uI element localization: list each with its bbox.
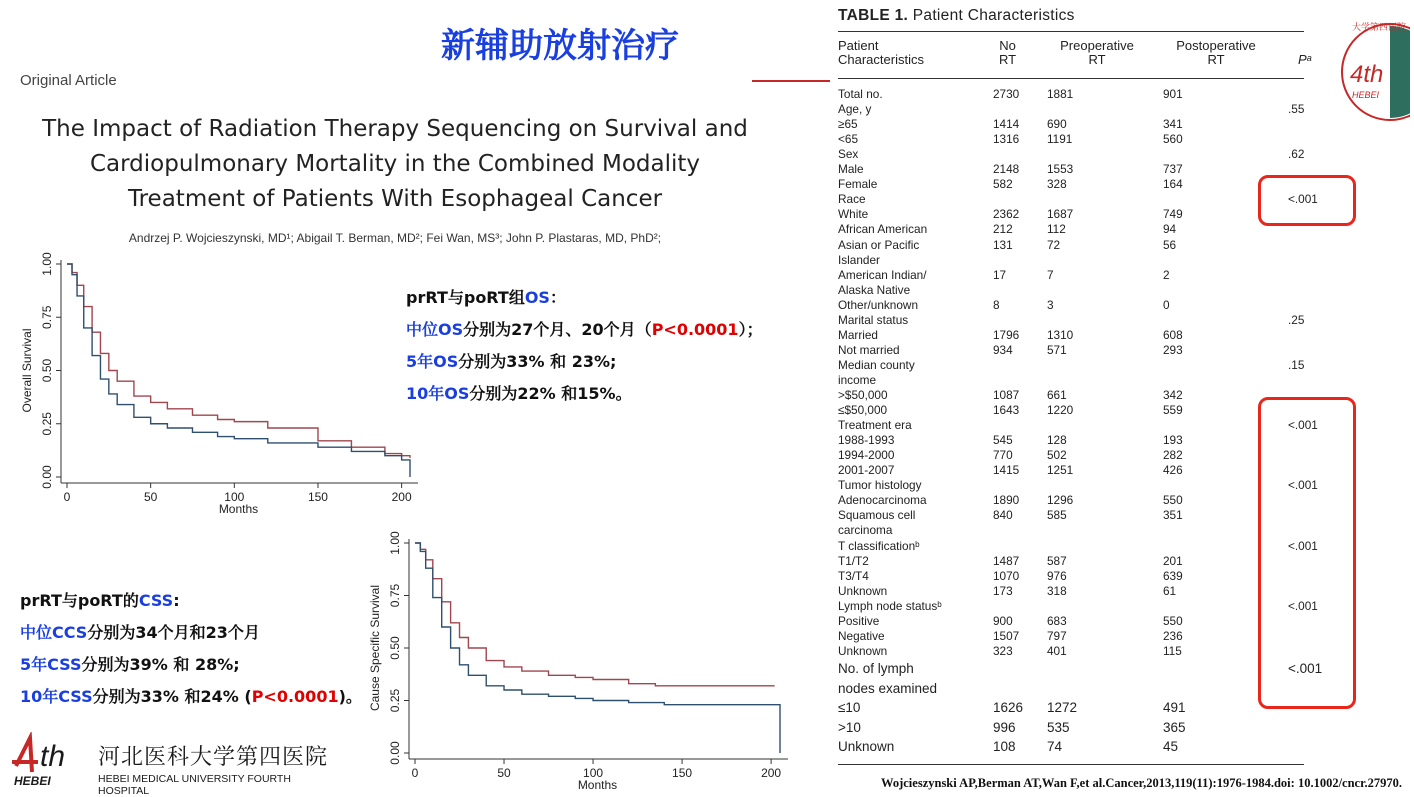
table-row [838,448,1303,463]
y-tick-label: 0.75 [40,305,54,329]
highlight-box [1258,175,1356,226]
table-cell: 323 [993,643,1013,658]
table-cell: 8 [993,297,1000,312]
table-cell: 550 [1163,493,1183,508]
table-cell: Married [838,327,878,342]
table-row [838,253,1303,268]
table-cell: 587 [1047,553,1067,568]
y-tick-label: 0.50 [388,636,402,660]
table-row [838,132,1303,147]
table-cell: 1643 [993,403,1020,418]
y-tick-label: 1.00 [388,531,402,555]
table-row [838,463,1303,478]
table-row [838,358,1303,373]
km-curve-prRT [67,264,410,458]
table-row [838,102,1303,117]
table-cell: Unknown [838,739,895,754]
svg-text:th: th [40,740,66,773]
article-type-label: Original Article [20,72,117,89]
table-cell: 2001-2007 [838,463,895,478]
os-note-line: prRT与poRT组OS： [406,288,566,307]
table-cell: 74 [1047,739,1063,754]
table-cell: .55 [1288,102,1305,117]
table-cell: 535 [1047,720,1070,735]
table-row [838,177,1303,192]
table-row [838,268,1303,283]
table-row [838,493,1303,508]
os-note-line: 中位OS分别为27个月、20个月（P<0.0001）； [406,320,763,339]
table-cell: 661 [1047,388,1067,402]
slide-title: 新辅助放射治疗 [441,26,679,66]
table-cell: 1415 [993,463,1020,478]
os-notes [406,282,763,410]
table-cell: 1272 [1047,700,1078,715]
table-rule [838,764,1304,765]
table-cell: 582 [993,177,1013,192]
table-row [838,523,1303,538]
table-cell: Positive [838,613,880,628]
table-cell: 737 [1163,162,1183,177]
table-cell: >10 [838,720,861,735]
header-p-value: Pᵃ [1298,52,1312,67]
table-cell: 342 [1163,388,1183,402]
x-tick-label: 0 [411,766,419,780]
table-cell: 212 [993,222,1013,237]
table-cell: 17 [993,267,1007,282]
table-cell: No. of lymph [838,661,914,676]
table-cell: ≤10 [838,700,861,715]
y-tick-label: 0.75 [388,583,402,608]
table-cell: 585 [1047,508,1067,523]
table-cell: 7 [1047,267,1054,282]
hospital-badge-logo [1340,12,1410,122]
table-cell: Lymph node statusᵇ [838,598,942,613]
table-row [838,373,1303,388]
table-cell: <.001 [1288,192,1318,207]
hospital-logo [8,732,329,797]
table-row [838,403,1303,418]
table-cell: 683 [1047,613,1067,628]
x-tick-label: 200 [391,490,412,504]
table-cell: <.001 [1288,598,1318,613]
badge-text: 大学第四医院 [1352,22,1407,32]
table-cell: Age, y [838,102,872,117]
table-cell: >$50,000 [838,388,888,402]
table-cell: 770 [993,448,1013,463]
logo-name-en: HEBEI MEDICAL UNIVERSITY FOURTH HOSPITAL [98,773,291,797]
y-tick-label: 0.00 [388,741,402,765]
table-cell: 502 [1047,448,1067,463]
table-cell: ≥65 [838,117,858,132]
table-cell: 1191 [1047,132,1073,147]
badge-mark: 4th [1350,61,1384,88]
table-cell: .15 [1288,357,1305,372]
paper-title-line: The Impact of Radiation Therapy Sequencing on Survival and [42,116,748,142]
table-cell: 108 [993,739,1016,754]
table-cell: 1890 [993,493,1020,508]
citation: Wojcieszynski AP,Berman AT,Wan F,et al.Cancer,2013,119(11):1976-1984.doi: 10.1002/cncr.27970. [881,776,1402,790]
table-row [838,117,1303,132]
table-cell: income [838,372,877,387]
table-cell: 1487 [993,553,1020,568]
paper-title-line: Cardiopulmonary Mortality in the Combined Modality [89,151,701,177]
table-cell: 1310 [1047,327,1074,342]
table-cell: 164 [1163,177,1183,192]
hospital-logo-mark-icon [8,732,98,788]
x-tick-label: 100 [583,766,604,780]
patient-characteristics-table [836,0,1323,770]
css-note-line: 10年CSS分别为33% 和24% (P<0.0001)。 [20,687,362,706]
table-cell: 690 [1047,117,1067,132]
table-cell: Female [838,177,878,192]
table-row [838,739,1303,754]
table-cell: 115 [1163,643,1182,658]
table-cell: T3/T4 [838,568,869,583]
table-cell: Tumor histology [838,478,922,493]
table-cell: Other/unknown [838,297,919,312]
table-cell: 2730 [993,87,1020,101]
table-cell: 128 [1047,433,1067,448]
table-row [838,283,1303,298]
table-cell: 94 [1163,222,1177,237]
table-row [838,388,1303,403]
css-note-line: 5年CSS分别为39% 和 28%; [20,655,240,674]
badge-hebei: HEBEI [1352,90,1380,100]
os-note-line: 5年OS分别为33% 和 23%; [406,352,617,371]
x-tick-label: 50 [497,766,511,780]
table-row [838,569,1303,584]
table-cell: 61 [1163,583,1177,598]
table-row [838,598,1318,614]
table-rule [838,78,1304,79]
table-cell: 1881 [1047,87,1074,101]
css-note-line: prRT与poRT的CSS: [20,591,180,610]
table-row [838,584,1303,599]
paper-title [20,112,770,217]
table-cell: 282 [1163,448,1183,463]
table-cell: Marital status [838,312,909,327]
table-cell: 1251 [1047,463,1074,478]
x-tick-label: 100 [224,490,245,504]
table-row [838,343,1303,358]
header-preoperative-rt: Preoperative RT [1060,38,1134,67]
table-cell: Squamous cell [838,508,916,523]
table-cell: 293 [1163,342,1183,357]
table-cell: 639 [1163,568,1183,583]
css-notes [20,585,362,713]
table-cell: 193 [1163,433,1183,448]
table-cell: 1296 [1047,493,1074,508]
table-cell: 56 [1163,237,1177,252]
x-tick-label: 150 [307,490,328,504]
table-cell: <65 [838,132,859,147]
table-cell: 112 [1047,222,1066,237]
table-cell: 1414 [993,117,1020,132]
table-cell: 1507 [993,628,1020,643]
table-row [838,207,1303,222]
table-row [838,433,1303,448]
table-cell: <.001 [1288,661,1323,676]
table-cell: carcinoma [838,523,893,538]
table-cell: nodes examined [838,681,938,696]
y-axis-label: Cause Specific Survival [368,584,382,712]
table-cell: 1553 [1047,162,1074,177]
os-note-line: 10年OS分别为22% 和15%。 [406,384,632,403]
table-cell: 976 [1047,568,1067,583]
table-cell: <.001 [1288,418,1318,433]
logo-hebei: HEBEI [14,774,51,788]
table-cell: 131 [993,237,1013,252]
table-title: TABLE 1. Patient Characteristics [838,7,1075,24]
table-cell: 1626 [993,700,1024,715]
table-cell: Unknown [838,583,888,598]
table-row [838,328,1303,343]
table-cell: 1994-2000 [838,448,895,463]
table-cell: 341 [1163,117,1183,132]
table-cell: 45 [1163,739,1179,754]
table-cell: 401 [1047,643,1067,658]
os-km-plot [10,250,420,525]
table-cell: 236 [1163,628,1183,643]
table-cell: T classificationᵇ [838,538,920,553]
y-tick-label: 0.25 [40,412,54,436]
css-km-plot [355,528,795,796]
table-cell: Not married [838,342,900,357]
y-axis-label: Overall Survival [20,328,34,413]
table-cell: 365 [1163,720,1186,735]
table-row [838,614,1303,629]
x-tick-label: 150 [672,766,693,780]
x-tick-label: 200 [761,766,782,780]
table-cell: 3 [1047,297,1054,312]
table-cell: African American [838,222,928,237]
table-row [838,192,1318,207]
table-row [838,313,1303,328]
table-cell: <.001 [1288,478,1318,493]
table-cell: 1070 [993,568,1020,583]
header-no-rt: No RT [999,38,1017,67]
table-row [838,298,1303,313]
table-row [838,700,1303,715]
table-cell: Unknown [838,643,888,658]
table-cell: 491 [1163,700,1186,715]
table-cell: .25 [1288,312,1305,327]
table-cell: 328 [1047,177,1067,192]
table-cell: Treatment era [838,418,912,433]
table-cell: 749 [1163,207,1183,222]
table-cell: 559 [1163,403,1183,418]
table-cell: 900 [993,613,1013,628]
table-cell: 0 [1163,297,1170,312]
table-cell: 1988-1993 [838,433,895,448]
table-cell: Islander [838,252,880,267]
table-cell: 2 [1163,267,1170,282]
table-cell: 351 [1163,508,1183,523]
table-cell: T1/T2 [838,553,869,568]
table-row [838,508,1303,523]
x-tick-label: 0 [63,490,71,504]
x-axis-label: Months [577,778,618,792]
table-row [838,147,1303,162]
table-row [838,162,1303,177]
km-curve-poRT [67,264,410,477]
table-cell: 318 [1047,583,1067,598]
table-cell: Median county [838,357,915,372]
table-cell: 545 [993,433,1013,448]
table-row [838,681,1303,696]
table-cell: White [838,207,869,222]
y-tick-label: 1.00 [40,252,54,276]
table-rule [838,31,1304,32]
table-cell: 2148 [993,162,1020,177]
table-cell: 1796 [993,327,1020,342]
table-cell: American Indian/ [838,267,927,282]
table-cell: Race [838,192,866,207]
table-cell: 550 [1163,613,1183,628]
paper-authors: Andrzej P. Wojcieszynski, MD¹; Abigail T. Berman, MD²; Fei Wan, MS³; John P. Plastaras, MD, PhD²; [128,231,662,245]
table-row [838,418,1318,433]
table-cell: 571 [1047,342,1067,357]
css-note-line: 中位CCS分别为34个月和23个月 [20,623,260,642]
header-patient-characteristics: Patient Characteristics [838,38,924,67]
table-cell: 173 [993,583,1013,598]
paper-title-line: Treatment of Patients With Esophageal Cancer [127,186,663,212]
highlight-box [1258,397,1356,709]
table-cell: 996 [993,720,1016,735]
y-tick-label: 0.00 [40,465,54,489]
logo-name-cn: 河北医科大学第四医院 [98,745,329,770]
x-axis-label: Months [218,502,259,516]
table-cell: 426 [1163,463,1183,478]
table-row [838,661,1323,676]
table-cell: 901 [1163,87,1183,101]
table-cell: Alaska Native [838,282,911,297]
table-cell: 840 [993,508,1013,523]
table-row [838,87,1303,102]
table-cell: Negative [838,628,885,643]
table-cell: 1316 [993,132,1020,147]
divider-line [752,80,830,82]
table-cell: 201 [1163,553,1183,568]
table-row [838,644,1303,659]
table-row [838,629,1303,644]
table-cell: 1687 [1047,207,1074,222]
table-row [838,538,1318,554]
table-cell: Total no. [838,87,883,101]
table-cell: <.001 [1288,538,1318,553]
table-cell: 72 [1047,237,1061,252]
y-tick-label: 0.50 [40,358,54,383]
table-row [838,720,1303,735]
table-cell: Male [838,162,864,177]
table-cell: 1220 [1047,403,1074,418]
table-cell: Sex [838,147,859,162]
x-tick-label: 50 [143,490,158,504]
table-cell: 560 [1163,132,1183,147]
table-cell: .62 [1288,147,1305,162]
table-cell: ≤$50,000 [838,403,888,418]
table-cell: Adenocarcinoma [838,493,927,508]
table-cell: 2362 [993,207,1020,222]
y-tick-label: 0.25 [388,688,402,713]
table-cell: 1087 [993,388,1020,402]
table-row [838,238,1303,253]
header-postoperative-rt: Postoperative RT [1176,38,1256,67]
table-cell: Asian or Pacific [838,237,920,252]
table-cell: 797 [1047,628,1067,643]
table-row [838,222,1303,237]
table-row [838,554,1303,569]
table-row [838,478,1318,493]
table-cell: 934 [993,342,1013,357]
table-cell: 608 [1163,327,1183,342]
